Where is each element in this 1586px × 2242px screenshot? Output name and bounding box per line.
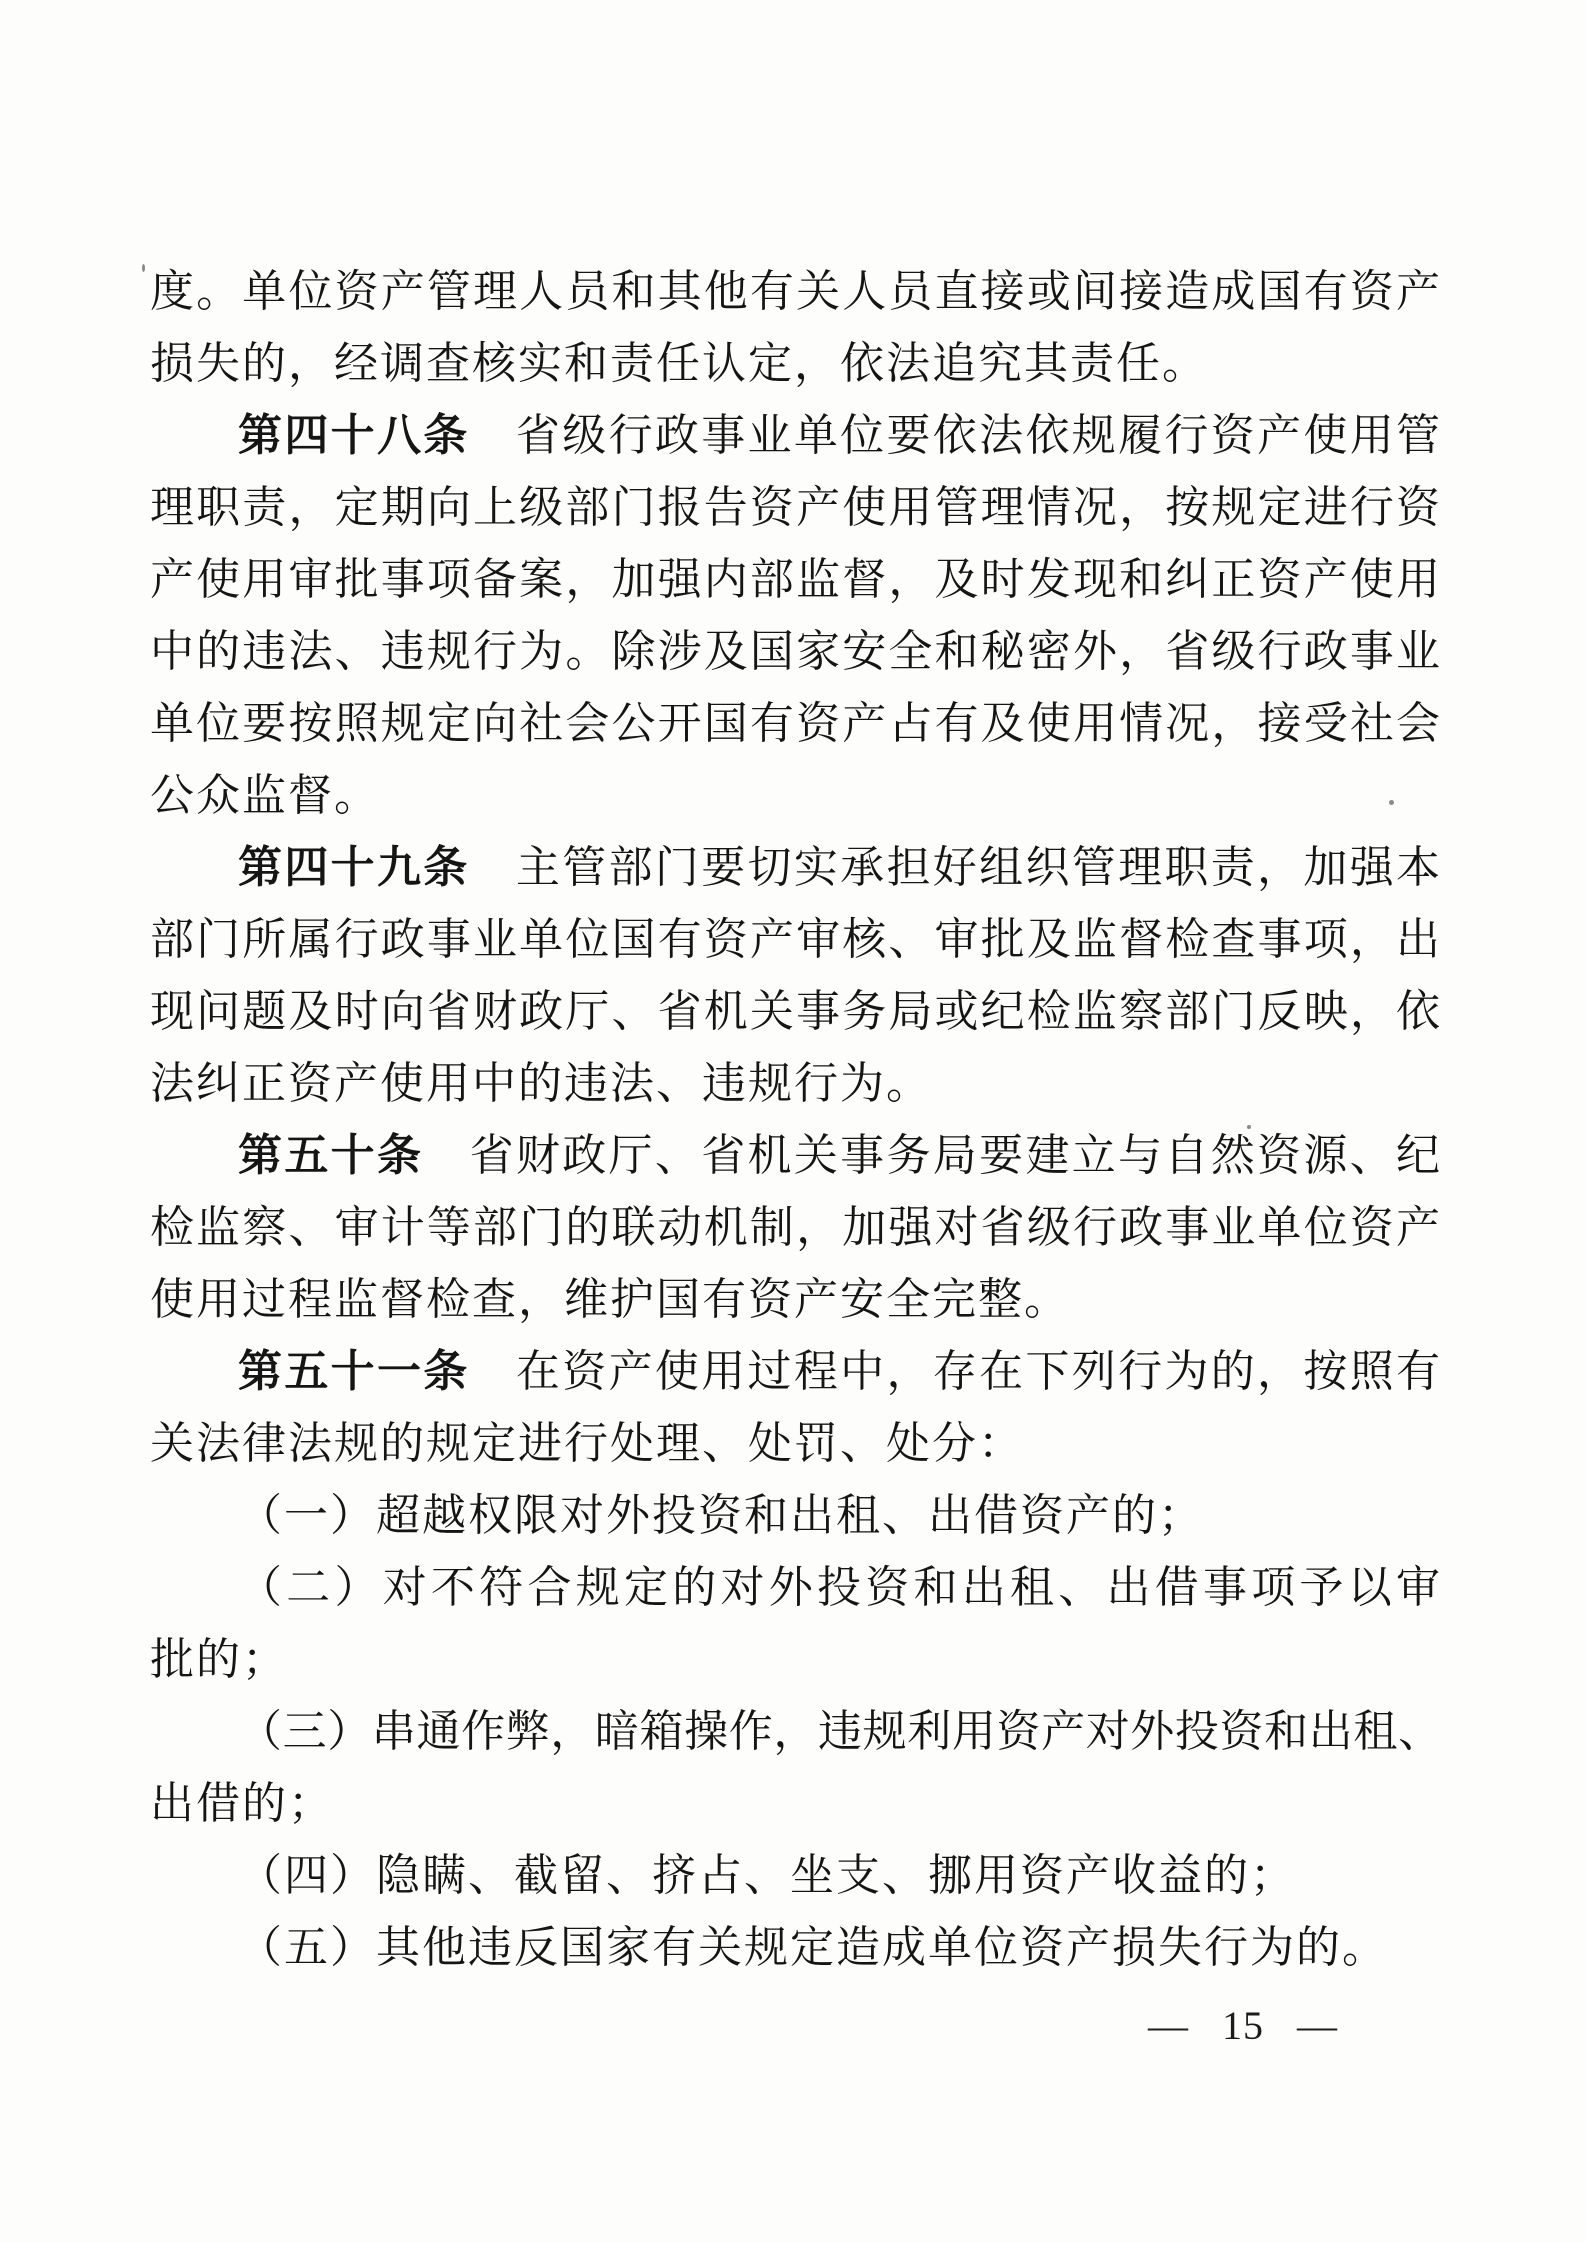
text-line	[150, 544, 1442, 616]
text-line-article-48	[150, 400, 1442, 472]
line-text: 使用过程监督检查，维护国有资产安全完整。	[150, 1275, 1070, 1324]
text-line	[150, 1408, 1442, 1480]
line-text: 出借的；	[150, 1779, 334, 1828]
text-line-item-4	[150, 1840, 1442, 1912]
line-text: （五）其他违反国家有关规定造成单位资产损失行为的。	[238, 1923, 1388, 1972]
text-line	[150, 328, 1442, 400]
line-text: 度。单位资产管理人员和其他有关人员直接或间接造成国有资产	[150, 267, 1442, 316]
line-text: 批的；	[150, 1635, 288, 1684]
text-line-article-51	[150, 1336, 1442, 1408]
line-text: 省级行政事业单位要依法依规履行资产使用管	[469, 411, 1443, 460]
scan-speck	[1247, 1125, 1251, 1129]
line-text: （一）超越权限对外投资和出租、出借资产的；	[238, 1491, 1204, 1540]
line-text: 在资产使用过程中，存在下列行为的，按照有	[469, 1347, 1443, 1396]
page-number: — 15 —	[1148, 2003, 1338, 2048]
line-text: 损失的，经调查核实和责任认定，依法追究其责任。	[150, 339, 1208, 388]
line-text: 理职责，定期向上级部门报告资产使用管理情况，按规定进行资	[150, 483, 1442, 532]
line-text: （三）串通作弊，暗箱操作，违规利用资产对外投资和出租、	[238, 1707, 1442, 1756]
text-line-item-3	[150, 1696, 1442, 1768]
text-line	[150, 760, 1442, 832]
text-line-article-49	[150, 832, 1442, 904]
article-heading: 第五十一条	[238, 1347, 470, 1396]
text-line	[150, 256, 1442, 328]
line-text: 关法律法规的规定进行处理、处罚、处分：	[150, 1419, 1024, 1468]
line-text: 产使用审批事项备案，加强内部监督，及时发现和纠正资产使用	[150, 555, 1442, 604]
line-text: （四）隐瞒、截留、挤占、坐支、挪用资产收益的；	[238, 1851, 1296, 1900]
line-text: 省财政厅、省机关事务局要建立与自然资源、纪	[423, 1131, 1442, 1180]
scan-speck	[1389, 800, 1394, 805]
text-line	[150, 904, 1442, 976]
line-text: 部门所属行政事业单位国有资产审核、审批及监督检查事项，出	[150, 915, 1442, 964]
text-line-item-5	[150, 1912, 1442, 1984]
article-heading: 第五十条	[238, 1131, 424, 1180]
text-line	[150, 472, 1442, 544]
text-line	[150, 616, 1442, 688]
text-line	[150, 1264, 1442, 1336]
text-line	[150, 1192, 1442, 1264]
text-line	[150, 688, 1442, 760]
scan-speck	[142, 264, 145, 272]
document-body	[150, 256, 1442, 1984]
text-line-article-50	[150, 1120, 1442, 1192]
article-heading: 第四十八条	[238, 411, 470, 460]
line-text: 单位要按照规定向社会公开国有资产占有及使用情况，接受社会	[150, 699, 1442, 748]
line-text: 公众监督。	[150, 771, 380, 820]
text-line-item-2	[150, 1552, 1442, 1624]
line-text: 中的违法、违规行为。除涉及国家安全和秘密外，省级行政事业	[150, 627, 1442, 676]
line-text: 主管部门要切实承担好组织管理职责，加强本	[469, 843, 1443, 892]
article-heading: 第四十九条	[238, 843, 470, 892]
text-line	[150, 976, 1442, 1048]
text-line	[150, 1624, 1442, 1696]
line-text: （二）对不符合规定的对外投资和出租、出借事项予以审	[238, 1563, 1442, 1612]
text-line	[150, 1768, 1442, 1840]
line-text: 现问题及时向省财政厅、省机关事务局或纪检监察部门反映，依	[150, 987, 1442, 1036]
text-line-item-1	[150, 1480, 1442, 1552]
text-line	[150, 1048, 1442, 1120]
line-text: 检监察、审计等部门的联动机制，加强对省级行政事业单位资产	[150, 1203, 1442, 1252]
line-text: 法纠正资产使用中的违法、违规行为。	[150, 1059, 932, 1108]
